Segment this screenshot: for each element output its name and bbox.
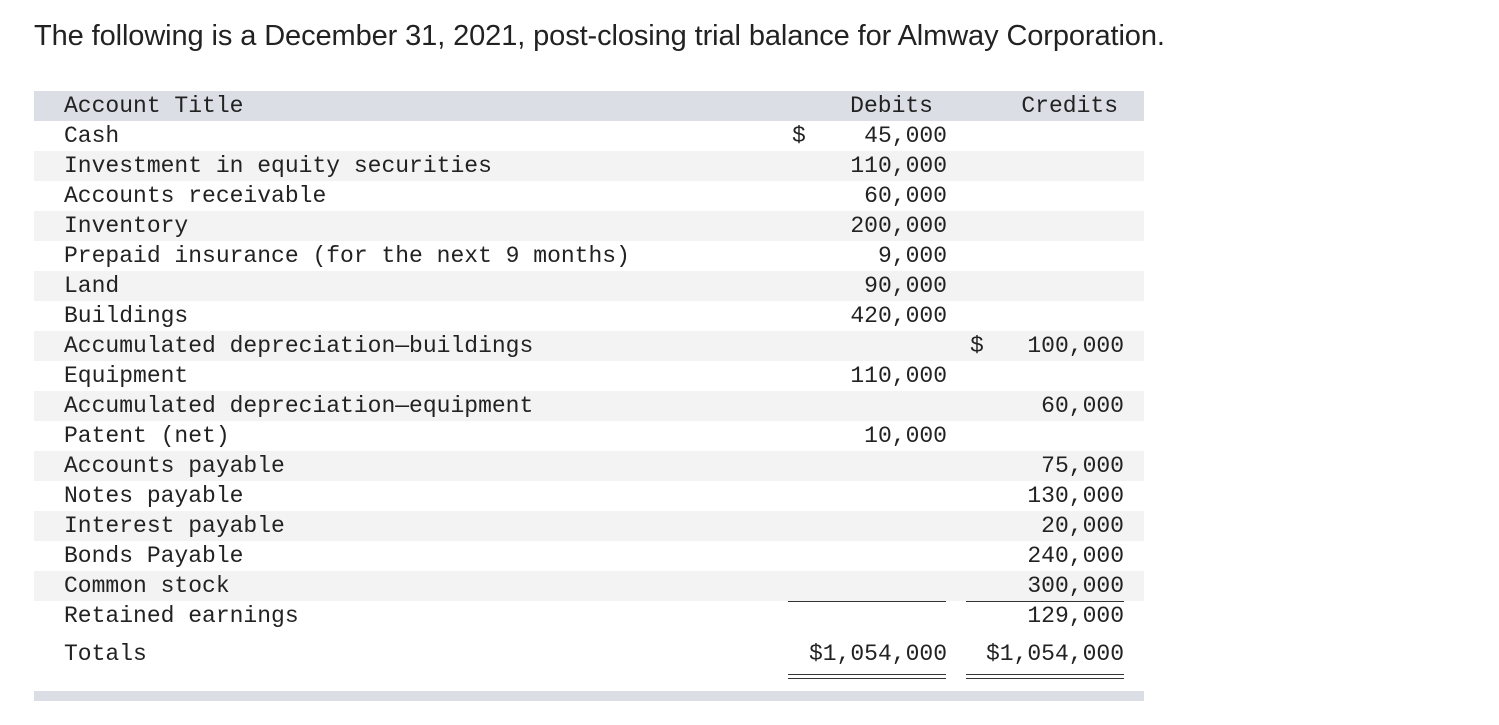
account-cell: Equipment (64, 363, 189, 389)
table-row (34, 571, 1144, 601)
account-cell: Prepaid insurance (for the next 9 months) (64, 243, 630, 269)
debit-cell: 110,000 (850, 363, 947, 389)
credit-cell: 300,000 (1027, 573, 1124, 599)
table-row (34, 331, 1144, 361)
account-cell: Land (64, 273, 120, 299)
account-cell: Accounts payable (64, 453, 285, 479)
account-cell: Cash (64, 123, 120, 149)
credit-cell: 100,000 (1027, 333, 1124, 359)
debit-cell: 10,000 (864, 423, 947, 449)
table-row (34, 391, 1144, 421)
credit-cell: 240,000 (1027, 543, 1124, 569)
table-row (34, 181, 1144, 211)
table-row (34, 151, 1144, 181)
debit-cell: 45,000 (864, 123, 947, 149)
credit-total-double-rule (966, 674, 1124, 679)
table-row (34, 241, 1144, 271)
account-cell: Investment in equity securities (64, 153, 492, 179)
intro-text: The following is a December 31, 2021, post-closing trial balance for Almway Corporation. (34, 20, 1165, 52)
table-row (34, 211, 1144, 241)
table-header-row (34, 91, 1144, 121)
table-footer-bar (34, 691, 1144, 701)
table-row (34, 601, 1144, 631)
table-row (34, 541, 1144, 571)
account-cell: Interest payable (64, 513, 285, 539)
credit-cell: 129,000 (1027, 603, 1124, 629)
table-row (34, 301, 1144, 331)
credit-subtotal-rule (966, 601, 1124, 602)
account-cell: Accumulated depreciation—equipment (64, 393, 534, 419)
account-cell: Notes payable (64, 483, 244, 509)
credit-cell: 130,000 (1027, 483, 1124, 509)
trial-balance-table (34, 91, 1144, 701)
account-cell: Accumulated depreciation—buildings (64, 333, 534, 359)
totals-debit: $1,054,000 (808, 641, 947, 667)
debit-cell: 200,000 (850, 213, 947, 239)
debit-total-double-rule (788, 674, 946, 679)
account-cell: Bonds Payable (64, 543, 244, 569)
debit-dollar-sign: $ (792, 123, 806, 149)
totals-label: Totals (64, 641, 147, 667)
table-row (34, 271, 1144, 301)
totals-row (34, 631, 1144, 677)
account-cell: Common stock (64, 573, 230, 599)
table-row (34, 511, 1144, 541)
table-row (34, 451, 1144, 481)
table-row (34, 361, 1144, 391)
account-cell: Buildings (64, 303, 189, 329)
table-row (34, 421, 1144, 451)
credit-cell: 20,000 (1041, 513, 1124, 539)
credit-cell: 60,000 (1041, 393, 1124, 419)
credit-dollar-sign: $ (970, 333, 984, 359)
debit-cell: 60,000 (864, 183, 947, 209)
account-cell: Retained earnings (64, 603, 299, 629)
debit-cell: 90,000 (864, 273, 947, 299)
credit-cell: 75,000 (1041, 453, 1124, 479)
debit-cell: 110,000 (850, 153, 947, 179)
debit-cell: 9,000 (877, 243, 947, 269)
header-credits: Credits (1021, 93, 1118, 119)
header-account-title: Account Title (64, 93, 244, 119)
account-cell: Accounts receivable (64, 183, 327, 209)
header-debits: Debits (850, 93, 933, 119)
debit-subtotal-rule (788, 601, 946, 602)
table-row (34, 121, 1144, 151)
account-cell: Inventory (64, 213, 189, 239)
account-cell: Patent (net) (64, 423, 230, 449)
table-body (34, 121, 1144, 631)
totals-credit: $1,054,000 (985, 641, 1124, 667)
debit-cell: 420,000 (850, 303, 947, 329)
table-row (34, 481, 1144, 511)
